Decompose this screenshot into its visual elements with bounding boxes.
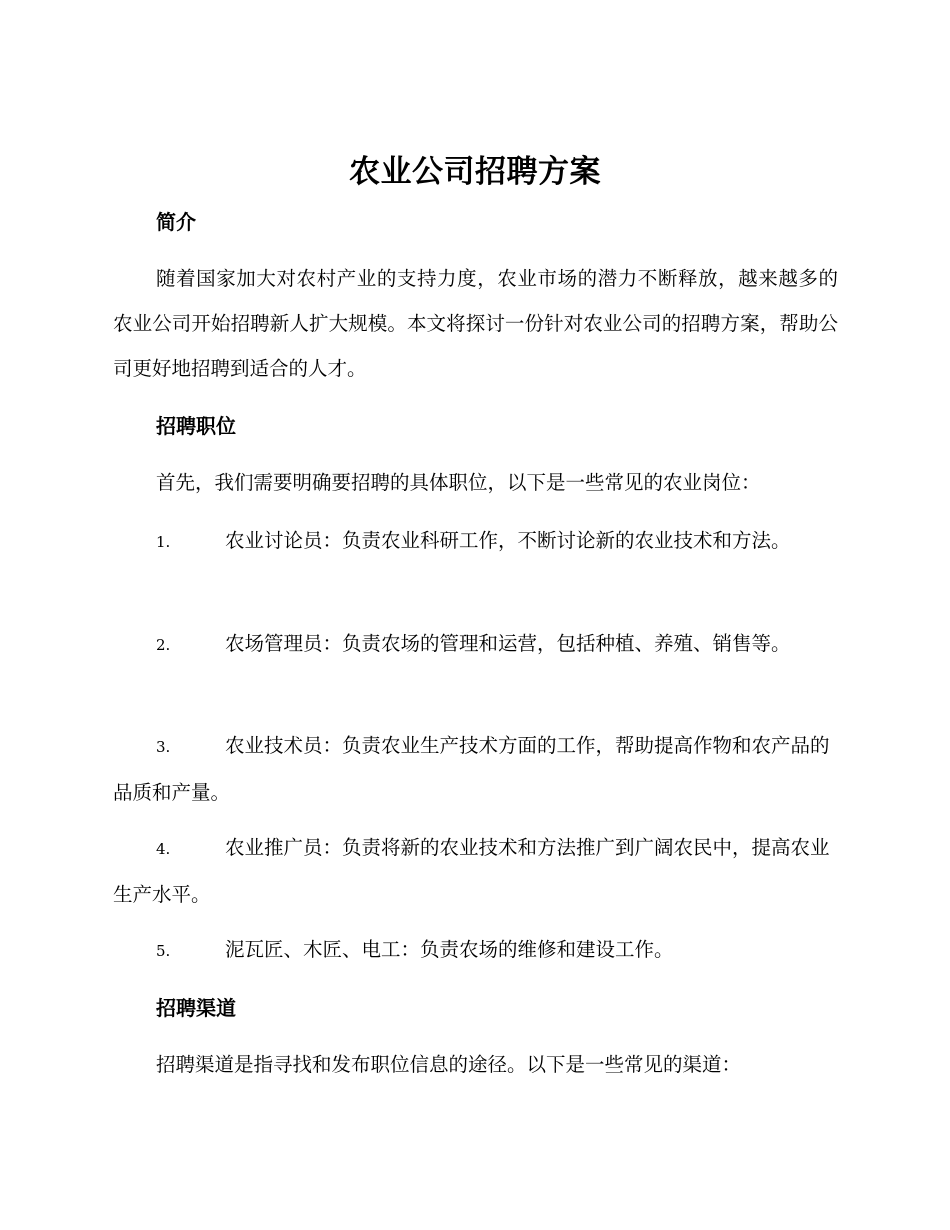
- document-title: 农业公司招聘方案: [349, 154, 601, 190]
- positions-intro-paragraph: 首先，我们需要明确要招聘的具体职位，以下是一些常见的农业岗位：: [156, 471, 761, 494]
- list-item-number: 1.: [156, 533, 171, 551]
- list-item-text: 农业讨论员：负责农业科研工作，不断讨论新的农业技术和方法。: [225, 529, 791, 552]
- list-item-number: 3.: [156, 738, 171, 756]
- section-heading-positions: 招聘职位: [156, 414, 236, 438]
- list-item: [113, 621, 838, 668]
- section-heading-channels: 招聘渠道: [156, 996, 236, 1020]
- list-item: [113, 825, 838, 917]
- section-heading-intro: 简介: [156, 210, 196, 234]
- list-item: [113, 723, 838, 815]
- list-item-text: 农业技术员：负责农业生产技术方面的工作，帮助提高作物和农产品的品质和产量。: [113, 734, 830, 804]
- list-item: [113, 518, 838, 565]
- list-item-number: 5.: [156, 942, 171, 960]
- list-item: [113, 927, 838, 974]
- list-item-text: 农场管理员：负责农场的管理和运营，包括种植、养殖、销售等。: [225, 632, 791, 655]
- channels-intro-paragraph: 招聘渠道是指寻找和发布职位信息的途径。以下是一些常见的渠道：: [156, 1053, 742, 1076]
- list-item-text: 泥瓦匠、木匠、电工：负责农场的维修和建设工作。: [225, 938, 674, 961]
- intro-paragraph: 随着国家加大对农村产业的支持力度，农业市场的潜力不断释放，越来越多的农业公司开始招聘新人扩大规模。本文将探讨一份针对农业公司的招聘方案，帮助公司更好地招聘到适合的人才。: [113, 267, 838, 380]
- list-item-number: 4.: [156, 840, 171, 858]
- list-item-text: 农业推广员：负责将新的农业技术和方法推广到广阔农民中，提高农业生产水平。: [113, 836, 830, 906]
- list-item-number: 2.: [156, 636, 171, 654]
